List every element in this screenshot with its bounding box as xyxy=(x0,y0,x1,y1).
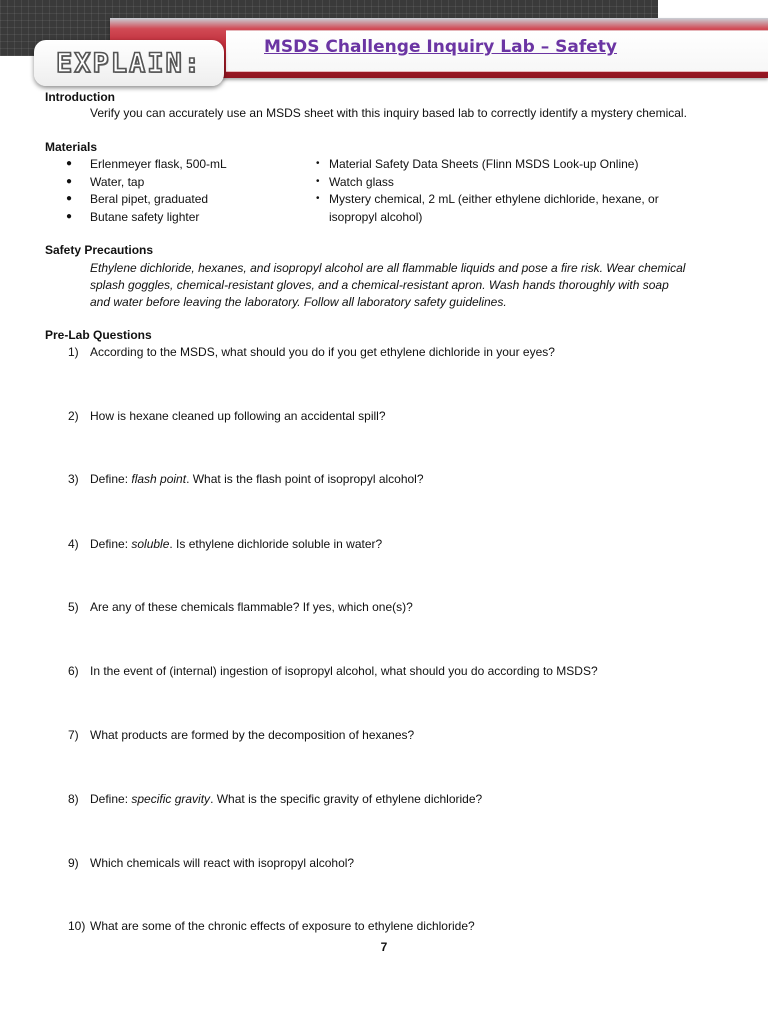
question-number: 1) xyxy=(68,345,79,359)
safety-text-line: and water before leaving the laboratory. Follow all laboratory safety guidelines. xyxy=(90,295,507,309)
material-item: Watch glass xyxy=(329,175,394,189)
safety-heading: Safety Precautions xyxy=(45,243,154,257)
bullet-icon: • xyxy=(316,176,320,187)
question-text: Define: flash point. What is the flash point of isopropyl alcohol? xyxy=(90,472,424,486)
question-number: 6) xyxy=(68,664,79,678)
question-number: 2) xyxy=(68,409,79,423)
question-number: 7) xyxy=(68,728,79,742)
question-number: 8) xyxy=(68,792,79,806)
material-item: Beral pipet, graduated xyxy=(90,192,209,206)
explain-badge-label: EXPLAIN: xyxy=(55,47,203,79)
bullet-icon: ● xyxy=(66,193,73,204)
question-text: Which chemicals will react with isopropyl alcohol? xyxy=(90,856,355,870)
material-item: Mystery chemical, 2 mL (either ethylene dichloride, hexane, or xyxy=(329,192,659,206)
materials-heading: Materials xyxy=(45,140,98,154)
bullet-icon: • xyxy=(316,158,320,169)
safety-text-line: Ethylene dichloride, hexanes, and isopropyl alcohol are all flammable liquids and pose a fire risk. Wear chemical xyxy=(90,261,686,275)
bullet-icon: ● xyxy=(66,158,73,169)
bullet-icon: • xyxy=(316,193,320,204)
question-number: 5) xyxy=(68,600,79,614)
bullet-icon: ● xyxy=(66,211,73,222)
question-text: What products are formed by the decomposition of hexanes? xyxy=(90,728,415,742)
material-item-continued: isopropyl alcohol) xyxy=(329,210,423,224)
document-title: MSDS Challenge Inquiry Lab – Safety xyxy=(264,37,617,57)
introduction-heading: Introduction xyxy=(45,90,115,104)
defined-term: specific gravity xyxy=(131,792,211,806)
material-item: Butane safety lighter xyxy=(90,210,200,224)
material-item: Erlenmeyer flask, 500-mL xyxy=(90,157,227,171)
safety-text-line: splash goggles, chemical-resistant gloves, and a chemical-resistant apron. Wash hands thoroughly with soap xyxy=(90,278,669,292)
page-number: 7 xyxy=(380,940,388,954)
bullet-icon: ● xyxy=(66,176,73,187)
defined-term: flash point xyxy=(131,472,187,486)
question-text: Are any of these chemicals flammable? If yes, which one(s)? xyxy=(90,600,413,614)
question-number: 9) xyxy=(68,856,79,870)
question-number: 4) xyxy=(68,537,79,551)
question-text: Define: soluble. Is ethylene dichloride soluble in water? xyxy=(90,537,383,551)
question-text: Define: specific gravity. What is the specific gravity of ethylene dichloride? xyxy=(90,792,483,806)
explain-badge xyxy=(34,40,224,86)
material-item: Water, tap xyxy=(90,175,145,189)
prelab-heading: Pre-Lab Questions xyxy=(45,328,152,342)
question-number: 3) xyxy=(68,472,79,486)
question-text: How is hexane cleaned up following an accidental spill? xyxy=(90,409,386,423)
question-text: In the event of (internal) ingestion of isopropyl alcohol, what should you do according to MSDS? xyxy=(90,664,598,678)
question-text: According to the MSDS, what should you do if you get ethylene dichloride in your eyes? xyxy=(90,345,555,359)
material-item: Material Safety Data Sheets (Flinn MSDS Look-up Online) xyxy=(329,157,639,171)
defined-term: soluble xyxy=(131,537,170,551)
question-text: What are some of the chronic effects of exposure to ethylene dichloride? xyxy=(90,919,475,933)
introduction-text: Verify you can accurately use an MSDS sheet with this inquiry based lab to correctly identify a mystery chemical. xyxy=(90,106,687,120)
question-number: 10) xyxy=(68,919,86,933)
